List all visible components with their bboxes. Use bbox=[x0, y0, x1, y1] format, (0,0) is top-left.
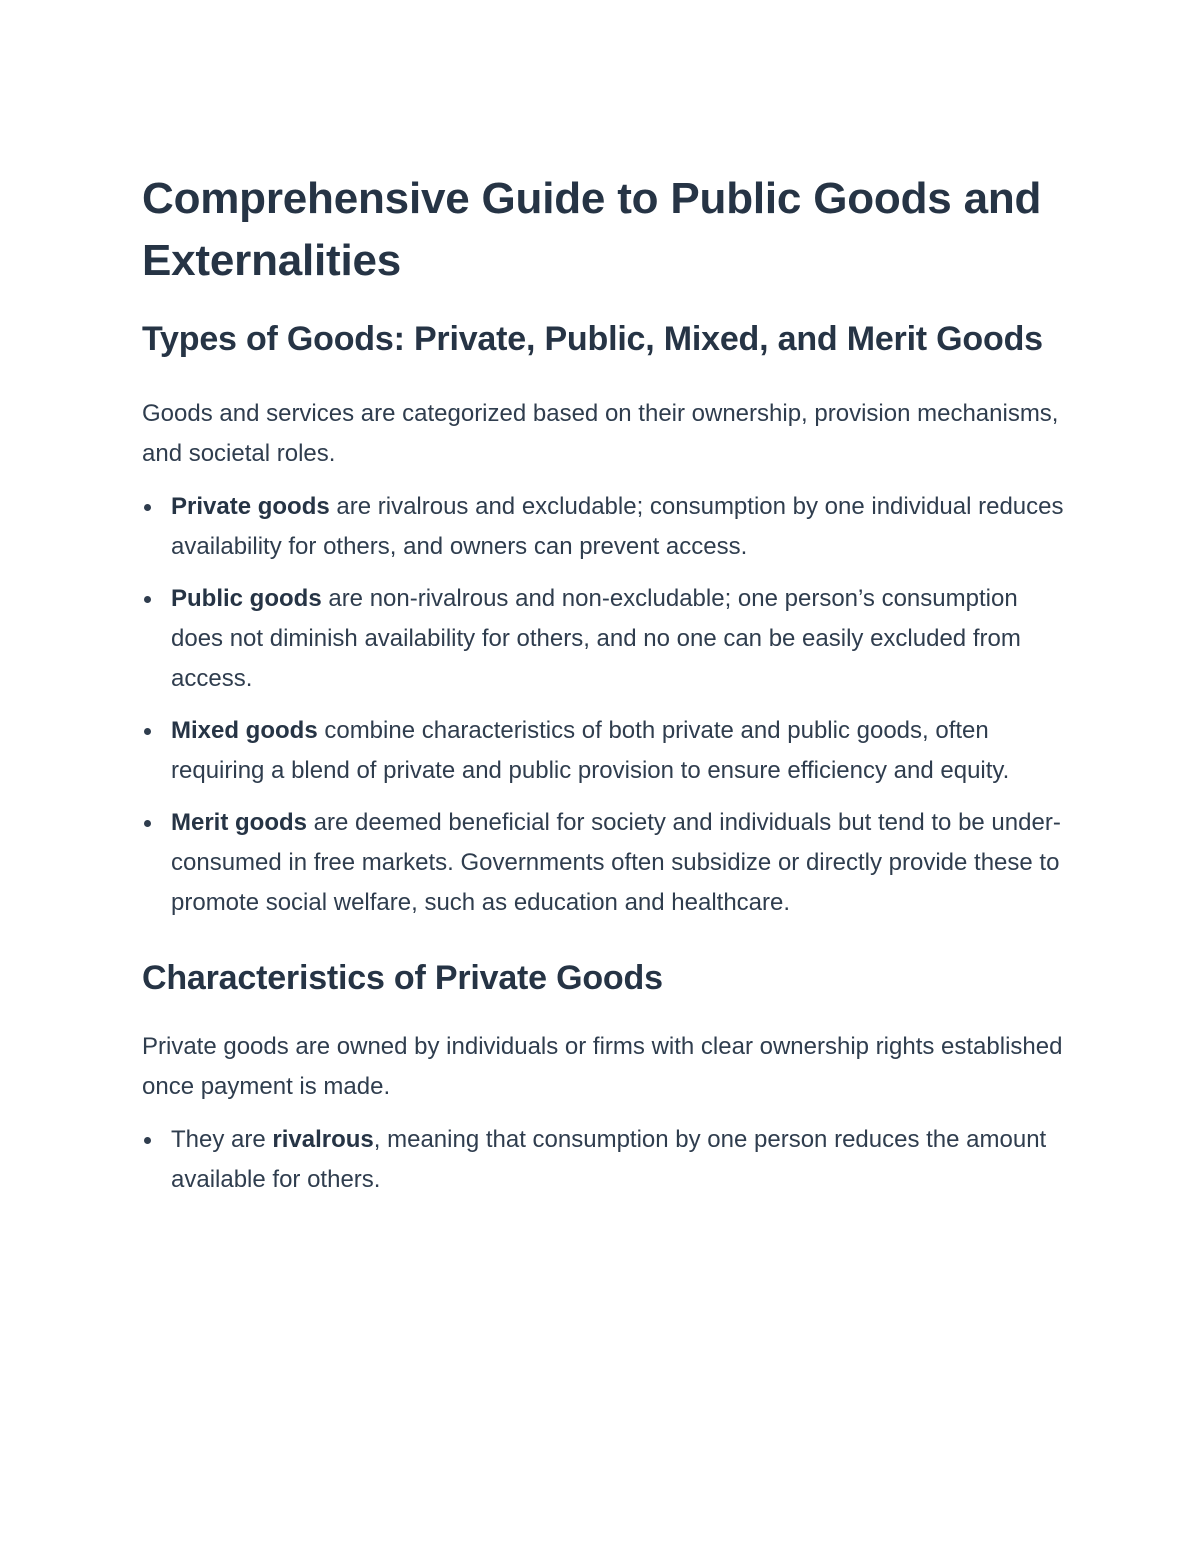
item-text: are non-rivalrous and non-excludable; one person’s consumption does not diminish availability for others, and no one can be easily excluded from access. bbox=[171, 585, 1021, 692]
list-item bbox=[142, 1120, 1067, 1200]
section-intro: Goods and services are categorized based on their ownership, provision mechanisms, and societal roles. bbox=[142, 400, 1059, 467]
item-text: , meaning that consumption by one person reduces the amount available for others. bbox=[171, 1126, 1047, 1193]
bullet-list bbox=[142, 487, 1067, 923]
bullet-icon bbox=[144, 596, 151, 603]
list-item bbox=[142, 711, 1067, 791]
item-bold-term: Private goods bbox=[171, 493, 330, 520]
document-title: Comprehensive Guide to Public Goods and Externalities bbox=[142, 174, 1042, 285]
section-intro: Private goods are owned by individuals or firms with clear ownership rights established once payment is made. bbox=[142, 1033, 1063, 1100]
item-bold-term: rivalrous bbox=[272, 1126, 374, 1153]
item-lead: They are bbox=[171, 1126, 273, 1153]
section-types-of-goods bbox=[142, 310, 1067, 923]
list-item bbox=[142, 803, 1067, 923]
document-page bbox=[142, 168, 1067, 1212]
item-bold-term: Mixed goods bbox=[171, 717, 318, 744]
item-text: are deemed beneficial for society and individuals but tend to be under-consumed in free markets. Governments often subsidize or directly provide these to promote social welfare, such as education and healthcare. bbox=[171, 809, 1061, 916]
bullet-icon bbox=[144, 504, 151, 511]
item-text: combine characteristics of both private and public goods, often requiring a blend of private and public provision to ensure efficiency and equity. bbox=[171, 717, 1010, 784]
bullet-icon bbox=[144, 820, 151, 827]
item-bold-term: Public goods bbox=[171, 585, 322, 612]
section-heading: Characteristics of Private Goods bbox=[142, 959, 663, 997]
bullet-icon bbox=[144, 728, 151, 735]
list-item bbox=[142, 579, 1067, 699]
list-item bbox=[142, 487, 1067, 567]
section-heading: Types of Goods: Private, Public, Mixed, and Merit Goods bbox=[142, 320, 1043, 358]
bullet-list bbox=[142, 1120, 1067, 1200]
section-private-goods bbox=[142, 951, 1067, 1200]
item-text: are rivalrous and excludable; consumption by one individual reduces availability for others, and owners can prevent access. bbox=[171, 493, 1064, 560]
item-bold-term: Merit goods bbox=[171, 809, 307, 836]
bullet-icon bbox=[144, 1137, 151, 1144]
